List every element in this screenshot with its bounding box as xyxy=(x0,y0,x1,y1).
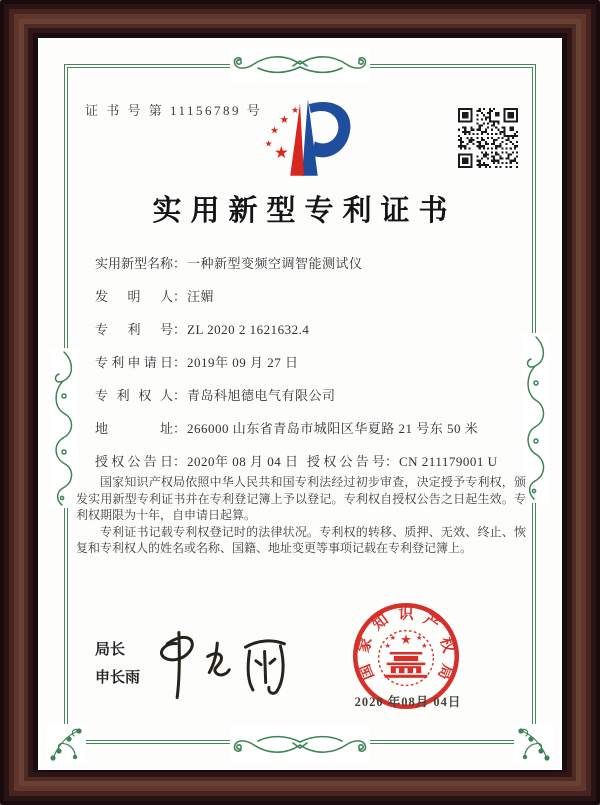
field-row-filing-date: 专利申请日：2019年 09 月 27 日 xyxy=(95,346,540,379)
field-label: 专利权人 xyxy=(95,388,173,403)
field-row-inventor: 发明人：汪媚 xyxy=(95,280,540,313)
svg-text:★: ★ xyxy=(270,125,279,137)
svg-text:局: 局 xyxy=(434,661,456,682)
field-value: 266000 山东省青岛市城阳区华夏路 21 号东 50 米 xyxy=(187,421,479,436)
field-row-grant: 授权公告日：2020年 08 月 04 日 授权公告号：CN 211179001 U xyxy=(95,445,540,478)
director-name: 申长雨 xyxy=(95,669,141,686)
svg-text:产: 产 xyxy=(420,611,443,634)
svg-text:国: 国 xyxy=(356,661,378,682)
svg-text:★: ★ xyxy=(389,632,396,642)
top-flourish-ornament xyxy=(230,47,370,83)
director-block xyxy=(95,636,140,692)
left-flourish-ornament xyxy=(50,348,78,508)
field-label: 地址 xyxy=(95,421,173,436)
certificate-title: 实用新型专利证书 xyxy=(152,195,457,227)
field-label: 授权公告号 xyxy=(307,454,385,469)
field-value: 青岛科旭德电气有限公司 xyxy=(187,388,336,403)
field-label: 发明人 xyxy=(95,289,173,304)
field-row-patentee: 专利权人：青岛科旭德电气有限公司 xyxy=(95,379,540,412)
legal-text xyxy=(76,474,526,557)
field-value: ZL 2020 2 1621632.4 xyxy=(187,322,310,337)
field-value: 一种新型变频空调智能测试仪 xyxy=(187,256,363,271)
certificate-paper xyxy=(38,38,562,770)
field-value: CN 211179001 U xyxy=(399,454,498,469)
field-rows xyxy=(95,247,540,478)
svg-text:★: ★ xyxy=(264,139,273,150)
field-label: 专利申请日 xyxy=(95,355,173,370)
field-row-address: 地址：266000 山东省青岛市城阳区华夏路 21 号东 50 米 xyxy=(95,412,540,445)
field-label: 授权公告日 xyxy=(95,454,173,469)
svg-text:识: 识 xyxy=(398,605,414,623)
svg-text:知: 知 xyxy=(369,611,392,634)
svg-text:★: ★ xyxy=(273,143,289,163)
bottom-right-corner-ornament xyxy=(514,724,554,764)
svg-text:家: 家 xyxy=(355,635,376,655)
cnipa-logo-icon xyxy=(248,96,356,180)
seal-date: 2020 年08月 04日 xyxy=(354,695,462,709)
field-label: 专利号 xyxy=(95,322,173,337)
field-row-patent-no: 专利号：ZL 2020 2 1621632.4 xyxy=(95,313,540,346)
field-value: 汪媚 xyxy=(187,289,215,304)
svg-text:权: 权 xyxy=(436,635,457,655)
legal-paragraph: 国家知识产权局依照中华人民共和国专利法经过初步审查，决定授予专利权，颁发实用新型专利证书并在专利登记簿上予以登记。专利权自授权公告之日起生效。专利权期限为十年，自申请日起算。 xyxy=(76,475,526,522)
director-signature-icon xyxy=(145,623,300,704)
legal-paragraph: 专利证书记载专利权登记时的法律状况。专利权的转移、质押、无效、终止、恢复和专利权人的姓名或名称、国籍、地址变更等事项记载在专利登记簿上。 xyxy=(76,524,526,555)
director-title: 局长 xyxy=(95,641,126,658)
svg-text:★: ★ xyxy=(421,640,428,650)
field-label: 实用新型名称 xyxy=(95,256,174,271)
grant-number-pair: 授权公告号：CN 211179001 U xyxy=(307,445,497,478)
qr-code-icon xyxy=(458,108,518,168)
field-row-name: 实用新型名称：一种新型变频空调智能测试仪 xyxy=(95,247,540,280)
certificate-number: 证 书 号 第 11156789 号 xyxy=(85,103,263,118)
svg-text:★: ★ xyxy=(400,632,412,648)
field-value: 2020年 08 月 04 日 xyxy=(187,454,299,469)
field-value: 2019年 09 月 27 日 xyxy=(187,355,299,370)
bottom-flourish-ornament xyxy=(230,726,370,762)
svg-text:★: ★ xyxy=(416,632,423,642)
bottom-left-corner-ornament xyxy=(46,724,86,764)
svg-text:★: ★ xyxy=(384,640,391,650)
svg-text:★: ★ xyxy=(291,105,300,116)
svg-text:★: ★ xyxy=(279,112,290,126)
